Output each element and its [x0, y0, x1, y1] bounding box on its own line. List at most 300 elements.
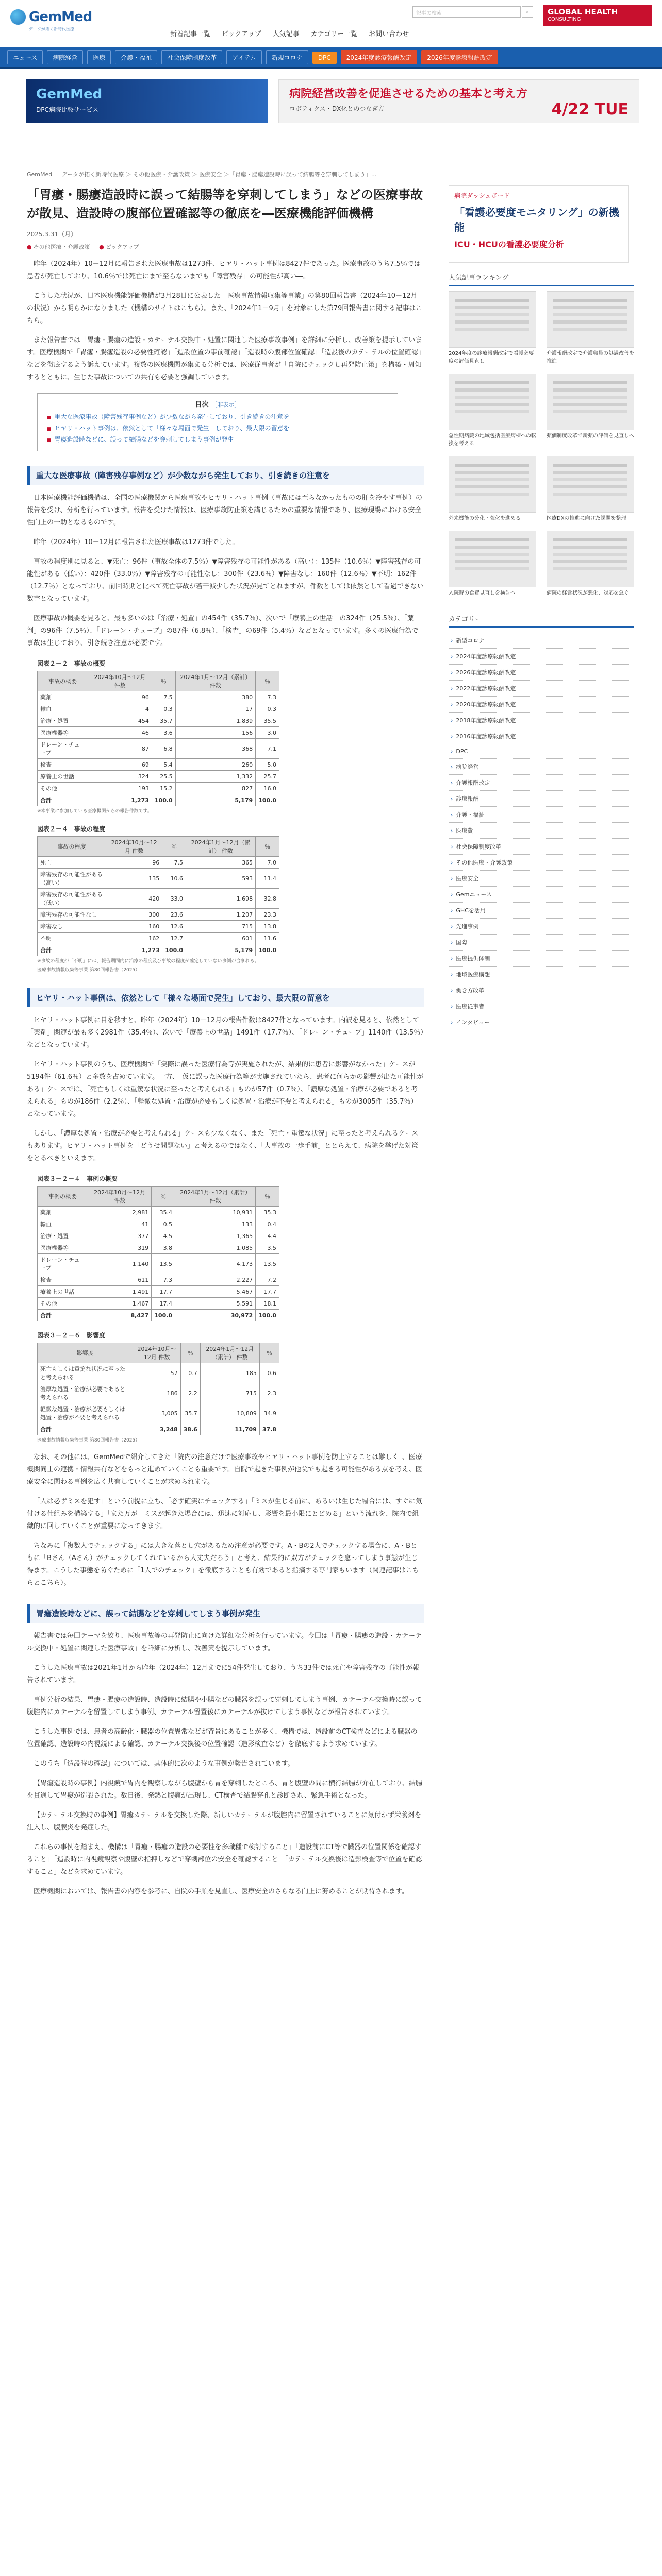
category-link[interactable]: › 医療提供体制: [449, 951, 634, 967]
table-cell: 7.5: [162, 857, 186, 869]
paragraph: 報告書では毎回テーマを絞り、医療事故等の再発防止に向けた詳細な分析を行っています。今回は「胃瘻・腸瘻の造設・カテーテル交換中・処置に関連した医療事故」を詳細に分析し、改善策を提示しています。: [27, 1632, 422, 1652]
category-link[interactable]: › 診療報酬: [449, 791, 634, 807]
table-header-cell: ％: [256, 837, 279, 857]
table-cell: 193: [88, 783, 152, 794]
table-cell: 160: [106, 921, 162, 933]
table-header-cell: 2024年1月～12月（累計） 件数: [200, 1343, 259, 1363]
table-cell: 17.7: [256, 1286, 279, 1298]
table-row: [38, 1363, 279, 1383]
table-cell: 377: [88, 1230, 151, 1242]
ranking-caption: 薬価制度改革で新薬の評価を見直しへ: [547, 433, 634, 439]
category-tab[interactable]: 2026年度診療報酬改定: [421, 50, 498, 64]
paragraph: 【胃瘻造設時の事例】内視鏡で胃内を観察しながら腹壁から胃を穿刺したところ、胃と腹壁の間に横行結腸が介在しており、結腸を貫通して胃瘻が造設された。数日後、発熱と腹痛が出現し、CT検査で結腸穿孔と診断され、緊急手術となった。: [27, 1780, 423, 1800]
table-header-cell: 2024年1月～12月（累計） 件数: [186, 837, 256, 857]
table-header-row: [38, 837, 279, 857]
table-row: [38, 933, 279, 944]
table-cell: 12.6: [162, 921, 186, 933]
category-link[interactable]: › 働き方改革: [449, 982, 634, 998]
table-row: [38, 1254, 279, 1274]
ranking-item[interactable]: [547, 374, 634, 448]
table-cell: 827: [175, 783, 255, 794]
table-row: [38, 1286, 279, 1298]
table-cell: 715: [186, 921, 256, 933]
category-link[interactable]: › 2024年度診療報酬改定: [449, 649, 634, 665]
table-cell: 185: [200, 1363, 259, 1383]
table-cell: 検査: [38, 1274, 88, 1286]
toc-item[interactable]: ■ 重大な医療事故（障害残存事例など）が少数ながら発生しており、引き続きの注意を: [47, 412, 388, 423]
ranking-caption: 入院時の食費見直しを検討へ: [449, 590, 516, 596]
table-row: [38, 771, 279, 783]
table-note: ※事故の程度が「不明」には、報告期間内に治療の程度及び事故の程度が確定していない事例が含まれる。: [37, 959, 259, 964]
table-cell: ドレーン・チューブ: [38, 1254, 88, 1274]
nav-item[interactable]: 人気記事: [272, 30, 300, 38]
sidebar: [449, 185, 634, 1030]
category-link[interactable]: › 病院経営: [449, 759, 634, 775]
category-link[interactable]: › Gemニュース: [449, 887, 634, 903]
table-cell: 37.8: [259, 1423, 279, 1435]
table-cell: 輸血: [38, 1218, 88, 1230]
table-cell: 601: [186, 933, 256, 944]
table-cell: 17.4: [152, 1298, 175, 1310]
table-cell: 死亡: [38, 857, 106, 869]
table-cell: 合計: [38, 944, 106, 956]
category-tab[interactable]: 2024年度診療報酬改定: [341, 50, 418, 64]
table-title: 図表３－２－４ 事例の概要: [37, 1175, 118, 1182]
table-cell: 療養上の世話: [38, 1286, 88, 1298]
table-cell: 治療・処置: [38, 1230, 88, 1242]
ranking-item[interactable]: [547, 456, 634, 522]
search-input[interactable]: 記事の検索: [412, 6, 521, 18]
category-link[interactable]: › 介護報酬改定: [449, 775, 634, 791]
table-cell: 1,365: [175, 1230, 256, 1242]
ranking-thumbnail: [547, 374, 634, 430]
table-cell: 2.3: [259, 1383, 279, 1403]
table-cell: 35.5: [256, 715, 279, 727]
table-cell: 3.8: [152, 1242, 175, 1254]
paragraph: 【カテーテル交換時の事例】胃瘻カテーテルを交換した際、新しいカテーテルが腹腔内に留置されていることに気付かず栄養剤を注入し、腹膜炎を発症した。: [27, 1811, 422, 1832]
table-cell: 5,467: [175, 1286, 256, 1298]
table-row: [38, 794, 279, 806]
table-cell: 0.5: [152, 1218, 175, 1230]
table-cell: 障害残存の可能性なし: [38, 909, 106, 921]
nav-item[interactable]: お問い合わせ: [369, 30, 409, 38]
table-row: [38, 857, 279, 869]
ranking-item[interactable]: [547, 291, 634, 365]
table-cell: 11,709: [200, 1423, 259, 1435]
breadcrumb[interactable]: GemMed ｜ データが拓く新時代医療 ＞ その他医療・介護政策 ＞ 医療安全 ＞「胃瘻・腸瘻造設時に誤って結腸等を穿刺してしまう」…: [27, 171, 377, 178]
category-link[interactable]: › 国際: [449, 935, 634, 951]
table-cell: 4: [88, 703, 152, 715]
table-cell: 35.4: [152, 1207, 175, 1218]
table-row: [38, 1242, 279, 1254]
nav-item[interactable]: ピックアップ: [222, 30, 261, 38]
table-cell: 5.0: [256, 759, 279, 771]
table-cell: 合計: [38, 1310, 88, 1321]
paragraph: 医療機関においては、報告書の内容を参考に、自院の手順を見直し、医療安全のさらなる向上に努めることが期待されます。: [34, 1888, 408, 1895]
paragraph: こうした状況が、日本医療機能評価機構が3月28日に公表した「医療事故情報収集等事業」の第80回報告書（2024年10－12月の状況）から明らかになりました（機構のサイトはこちら）。また、「2024年1－9月」を対象にした第79回報告書に関する記事はこちら。: [27, 292, 423, 325]
table-row: [38, 1298, 279, 1310]
table-cell: 17.7: [152, 1286, 175, 1298]
table-cell: 162: [106, 933, 162, 944]
table-cell: 薬剤: [38, 1207, 88, 1218]
table-cell: 0.6: [259, 1363, 279, 1383]
table-cell: 324: [88, 771, 152, 783]
table-row: [38, 909, 279, 921]
accident-summary-table: [37, 671, 279, 806]
table-cell: 96: [88, 691, 152, 703]
table-cell: 5,179: [186, 944, 256, 956]
table-cell: 15.2: [152, 783, 175, 794]
category-nav: [0, 47, 662, 69]
category-link[interactable]: › 先進事例: [449, 919, 634, 935]
category-link[interactable]: › インタビュー: [449, 1014, 634, 1030]
ranking-caption: 医療DXの推進に向けた課題を整理: [547, 516, 626, 521]
table-cell: 1,085: [175, 1242, 256, 1254]
paragraph: これらの事例を踏まえ、機構は「胃瘻・腸瘻の造設の必要性を多職種で検討すること」「造設前にCT等で臓器の位置関係を確認すること」「造設時に内視鏡観察や腹壁の指押しなどで穿刺部位の安全を確認すること」「カテーテル交換後は造影検査等で位置を確認すること」などを求めています。: [27, 1843, 422, 1876]
ranking-caption: 外来機能の分化・強化を進める: [449, 516, 521, 521]
table-row: [38, 944, 279, 956]
category-heading: カテゴリー: [449, 614, 634, 628]
table-header-cell: ％: [162, 837, 186, 857]
table-cell: 25.7: [256, 771, 279, 783]
table-cell: 35.7: [180, 1403, 200, 1423]
table-cell: 0.3: [256, 703, 279, 715]
table-cell: 10.6: [162, 869, 186, 889]
category-tab[interactable]: 介護・福祉: [115, 50, 157, 64]
paragraph: このうち「造設時の確認」については、具体的に次のような事例が報告されています。: [34, 1760, 294, 1768]
table-cell: 100.0: [256, 794, 279, 806]
ranking-thumbnail: [449, 374, 536, 430]
table-row: [38, 1207, 279, 1218]
table-cell: その他: [38, 1298, 88, 1310]
table-cell: 5,179: [175, 794, 255, 806]
section-heading: 重大な医療事故（障害残存事例など）が少数ながら発生しており、引き続きの注意を: [27, 466, 424, 485]
section-heading: ヒヤリ・ハット事例は、依然として「様々な場面で発生」しており、最大限の留意を: [27, 988, 424, 1007]
table-cell: 368: [175, 739, 255, 759]
ranking-thumbnail: [449, 291, 536, 348]
table-cell: 41: [88, 1218, 151, 1230]
table-header-cell: 事故の概要: [38, 671, 88, 691]
table-cell: 69: [88, 759, 152, 771]
table-cell: 100.0: [256, 1310, 279, 1321]
site-header: [0, 0, 662, 47]
toc-item[interactable]: ■ ヒヤリ・ハット事例は、依然として「様々な場面で発生」しており、最大限の留意を: [47, 423, 388, 434]
table-cell: 100.0: [162, 944, 186, 956]
category-tab[interactable]: DPC: [312, 52, 337, 64]
paragraph: 日本医療機能評価機構は、全国の医療機関から医療事故やヒヤリ・ハット事例（事故には至らなかったものの肝を冷やす事例）の報告を受け、分析を行っています。報告を受けた情報は、医療事故防止策を講じるための重要な情報であり、医療現場における安全性向上の一助となるものです。: [27, 494, 423, 527]
category-link[interactable]: › 2020年度診療報酬改定: [449, 697, 634, 713]
category-link[interactable]: › 地域医療構想: [449, 967, 634, 982]
table-cell: 軽微な処置・治療が必要もしくは処置・治療が不要と考えられる: [38, 1403, 133, 1423]
ranking-item[interactable]: [547, 531, 634, 597]
table-cell: 57: [133, 1363, 180, 1383]
section-heading: 胃瘻造設時などに、誤って結腸などを穿刺してしまう事例が発生: [27, 1604, 424, 1623]
category-tab[interactable]: 社会保障制度改革: [161, 50, 222, 64]
tag-icon: ●: [27, 244, 32, 250]
category-link[interactable]: › GHCを活用: [449, 903, 634, 919]
table-cell: 454: [88, 715, 152, 727]
table-cell: 156: [175, 727, 255, 739]
table-row: [38, 1230, 279, 1242]
category-link[interactable]: › 医療安全: [449, 871, 634, 887]
table-cell: 30,972: [175, 1310, 256, 1321]
table-header-cell: 事例の概要: [38, 1187, 88, 1207]
table-cell: 3.6: [152, 727, 175, 739]
table-cell: 障害なし: [38, 921, 106, 933]
ranking-heading: 人気記事ランキング: [449, 272, 634, 286]
table-cell: 100.0: [256, 944, 279, 956]
paragraph: こうした医療事故は2021年1月から昨年（2024年）12月までに54件発生しており、うち33件では死亡や障害残存の可能性が報告されています。: [27, 1664, 420, 1684]
table-row: [38, 889, 279, 909]
toc-toggle[interactable]: ［非表示］: [211, 401, 240, 408]
category-link[interactable]: › その他医療・介護政策: [449, 855, 634, 871]
search-icon[interactable]: ⌕: [522, 6, 533, 18]
paragraph: また報告書では「胃瘻・腸瘻の造設・カテーテル交換中・処置に関連した医療事故事例」を詳細に分析し、改善策を提示しています。医療機関で「胃瘻・腸瘻造設の必要性確認」「造設位置の事前確認」「造設時の腹部位置確認」「造設後のカテーテルの位置確認」などを徹底するよう訴えています。複数の医療機関が集まる分析では、医療従事者が「自院にチェックし再発防止策」を構築・周知するとともに、生じた事故についての共有も必要と強調しています。: [27, 336, 422, 381]
category-link[interactable]: › 2016年度診療報酬改定: [449, 728, 634, 744]
category-link[interactable]: › DPC: [449, 744, 634, 759]
table-cell: 0.3: [152, 703, 175, 715]
table-cell: 7.0: [256, 857, 279, 869]
table-cell: 35.7: [152, 715, 175, 727]
table-cell: 死亡もしくは重篤な状況に至ったと考えられる: [38, 1363, 133, 1383]
table-cell: 4,173: [175, 1254, 256, 1274]
ranking-caption: 2024年度の診療報酬改定で看護必要度の評価見直し: [449, 351, 534, 364]
table-cell: 8,427: [88, 1310, 151, 1321]
table-cell: 5.4: [152, 759, 175, 771]
ad-banners: [0, 69, 662, 136]
table-header-cell: ％: [256, 671, 279, 691]
category-link[interactable]: › 2022年度診療報酬改定: [449, 681, 634, 697]
accident-severity-table: [37, 836, 279, 956]
table-header-cell: 影響度: [38, 1343, 133, 1363]
ranking-thumbnail: [547, 531, 634, 587]
paragraph: こうした事例では、患者の高齢化・臓器の位置異常などが背景にあることが多く、機構では、造設前のCT検査などによる臓器の位置確認、造設時の内視鏡による確認、カテーテル交換後の位置確認（造影検査など）を徹底するよう求めています。: [27, 1728, 418, 1748]
article-tags: [27, 243, 424, 251]
table-cell: 100.0: [152, 794, 175, 806]
category-link[interactable]: › 2026年度診療報酬改定: [449, 665, 634, 681]
table-cell: 0.7: [180, 1363, 200, 1383]
table-cell: 1,839: [175, 715, 255, 727]
table-cell: 1,273: [106, 944, 162, 956]
table-cell: 13.5: [152, 1254, 175, 1274]
table-cell: 1,140: [88, 1254, 151, 1274]
table-cell: 医療機器等: [38, 1242, 88, 1254]
table-header-cell: 2024年10月～12月 件数: [133, 1343, 180, 1363]
category-link[interactable]: › 医療従事者: [449, 998, 634, 1014]
table-cell: 365: [186, 857, 256, 869]
table-cell: 濃厚な処置・治療が必要であると考えられる: [38, 1383, 133, 1403]
category-tab[interactable]: 新規コロナ: [266, 50, 308, 64]
table-cell: 3,248: [133, 1423, 180, 1435]
table-row: [38, 869, 279, 889]
table-cell: 18.1: [256, 1298, 279, 1310]
table-header-cell: ％: [259, 1343, 279, 1363]
table-cell: 障害残存の可能性がある（高い）: [38, 869, 106, 889]
paragraph: ヒヤリ・ハット事例に目を移すと、昨年（2024年）10－12月の報告件数は8427件となっています。内訳を見ると、依然として「薬剤」関連が最も多く2981件（35.4％）、次いで「療養上の世話」1491件（17.7％）、「ドレーン・チューブ」1140件（13.5％）などとなっています。: [27, 1016, 424, 1049]
table-cell: 23.6: [162, 909, 186, 921]
table-title: 図表３－２－６ 影響度: [37, 1332, 106, 1339]
dashboard-banner[interactable]: 病院ダッシュボード 「看護必要度モニタリング」の新機能 ICU・HCUの看護必要度分析: [449, 185, 629, 263]
table-cell: 2.2: [180, 1383, 200, 1403]
table-cell: 133: [175, 1218, 256, 1230]
tag-link[interactable]: ● その他医療・介護政策: [27, 244, 90, 250]
table-title: 図表２－４ 事故の程度: [37, 825, 106, 833]
table-of-contents: 目次 ［非表示］ ■ 重大な医療事故（障害残存事例など）が少数ながら発生しており、引き続きの注意を ■ ヒヤリ・ハット事例は、依然として「様々な場面で発生」しており、最大限の留意を ■ 胃瘻造設時などに、誤って結腸などを穿刺してしまう事例が発生: [37, 393, 398, 451]
category-tab[interactable]: 病院経営: [47, 50, 83, 64]
table-header-row: [38, 1187, 279, 1207]
table-cell: 33.0: [162, 889, 186, 909]
paragraph: ちなみに「複数人でチェックする」には大きな落とし穴があるため注意が必要です。A・Bの2人でチェックする場合に、A・Bともに「Bさん（Aさん）がチェックしてくれているから大丈夫だろう」と考え、結果的に双方がチェックを怠ってしまう事態が生じ得ます。こうした事態を防ぐために「1人でのチェック」を徹底することも有効であると指摘する専門家もいます（関連記事はこちらとこちら）。: [27, 1542, 419, 1587]
table-header-cell: ％: [152, 671, 175, 691]
table-cell: 3.5: [256, 1242, 279, 1254]
table-cell: 2,981: [88, 1207, 151, 1218]
table-cell: 13.8: [256, 921, 279, 933]
table-cell: 合計: [38, 794, 88, 806]
category-list: [449, 633, 634, 1030]
table-row: [38, 1218, 279, 1230]
ranking-thumbnail: [547, 456, 634, 513]
table-cell: 46: [88, 727, 152, 739]
table-row: [38, 759, 279, 771]
tag-icon: ●: [99, 244, 104, 250]
table-row: [38, 715, 279, 727]
table-cell: 1,332: [175, 771, 255, 783]
table-header-cell: ％: [180, 1343, 200, 1363]
table-cell: 611: [88, 1274, 151, 1286]
paragraph: 医療事故の概要を見ると、最も多いのは「治療・処置」の454件（35.7％）、次いで「療養上の世話」の324件（25.5％）、「薬剤」の96件（7.5％）、「ドレーン・チューブ」の87件（6.8％）、「検査」の69件（5.4％）などとなっています。多くの医療行為で事故は生じており、引き続き注意が必要です。: [27, 615, 419, 647]
table-title: 図表２－２ 事故の概要: [37, 660, 106, 667]
tag-link[interactable]: ● ピックアップ: [99, 244, 139, 250]
table-cell: 医療機器等: [38, 727, 88, 739]
paragraph: しかし、「濃厚な処置・治療が必要と考えられる」ケースも少なくなく、また「死亡・重篤な状況」に至ったと考えられるケースもあります。ヒヤリ・ハット事例を「どうせ問題ない」と考えるのではなく、「大事故の一歩手前」ととらえて、病院を挙げた対策をとるべきといえます。: [27, 1130, 418, 1162]
ranking-caption: 急性期病院の地域包括医療病棟への転換を考える: [449, 433, 536, 447]
ranking-item[interactable]: [449, 374, 536, 448]
table-row: [38, 1383, 279, 1403]
table-source: 医療事故情報収集等事業 第80回報告書（2025）: [37, 968, 140, 973]
dpc-banner[interactable]: GemMed DPC病院比較サービス: [26, 79, 268, 123]
ranking-item[interactable]: [449, 531, 536, 597]
table-cell: 4.4: [256, 1230, 279, 1242]
ranking-caption: 介護報酬改定で介護職員の処遇改善を推進: [547, 351, 634, 364]
category-tab[interactable]: ニュース: [7, 50, 43, 64]
nav-item[interactable]: カテゴリー一覧: [310, 30, 358, 38]
near-miss-summary-table: [37, 1186, 279, 1321]
ranking-item[interactable]: [449, 456, 536, 522]
table-cell: 4.5: [152, 1230, 175, 1242]
table-cell: 17: [175, 703, 255, 715]
table-note: ※本事業に参加している医療機関からの報告件数です。: [37, 809, 152, 814]
table-cell: 1,207: [186, 909, 256, 921]
table-cell: 420: [106, 889, 162, 909]
category-tab[interactable]: 医療: [87, 50, 111, 64]
paragraph: 昨年（2024年）10－12月に報告された医療事故は1273件でした。: [34, 538, 239, 546]
table-cell: 380: [175, 691, 255, 703]
category-link[interactable]: › 新型コロナ: [449, 633, 634, 649]
article: [27, 185, 424, 1898]
category-link[interactable]: › 介護・福祉: [449, 807, 634, 823]
paragraph: 昨年（2024年）10－12月に報告された医療事故は1273件、ヒヤリ・ハット事例は8427件であった。医療事故のうち7.5％では患者が死亡しており、10.6％では死亡にまで至らないまでも「障害残存」の可能性が高い―。: [27, 260, 421, 280]
table-cell: 薬剤: [38, 691, 88, 703]
table-cell: 7.5: [152, 691, 175, 703]
table-cell: 5,591: [175, 1298, 256, 1310]
table-cell: 96: [106, 857, 162, 869]
table-source: 医療事故情報収集等事業 第80回報告書（2025）: [37, 1438, 140, 1443]
table-row: [38, 691, 279, 703]
table-row: [38, 703, 279, 715]
category-tab[interactable]: アイテム: [226, 50, 261, 64]
table-header-cell: ％: [256, 1187, 279, 1207]
table-cell: 11.4: [256, 869, 279, 889]
table-cell: 不明: [38, 933, 106, 944]
table-cell: 1,273: [88, 794, 152, 806]
table-header-cell: ％: [152, 1187, 175, 1207]
table-header-cell: 2024年10月～12月 件数: [88, 1187, 151, 1207]
table-cell: 7.1: [256, 739, 279, 759]
table-cell: 260: [175, 759, 255, 771]
table-cell: 7.3: [152, 1274, 175, 1286]
table-cell: 23.3: [256, 909, 279, 921]
ranking-list: [449, 291, 634, 605]
table-cell: 1,698: [186, 889, 256, 909]
table-cell: 100.0: [152, 1310, 175, 1321]
ranking-item[interactable]: [449, 291, 536, 365]
table-header-cell: 2024年1月～12月（累計） 件数: [175, 1187, 256, 1207]
ranking-thumbnail: [449, 531, 536, 587]
table-cell: 11.6: [256, 933, 279, 944]
table-cell: 治療・処置: [38, 715, 88, 727]
table-header-cell: 2024年1月～12月（累計） 件数: [175, 671, 255, 691]
table-cell: 療養上の世話: [38, 771, 88, 783]
paragraph: 事例分析の結果、胃瘻・腸瘻の造設時、造設時に結腸や小腸などの臓器を誤って穿刺してしまう事例、カテーテル交換時に誤って腹腔内にカテーテルを留置してしまう事例、カテーテル留置後にカテーテルが抜けてしまう事例などが報告されています。: [27, 1696, 422, 1716]
global-nav: [170, 28, 420, 38]
table-cell: 16.0: [256, 783, 279, 794]
table-cell: 6.8: [152, 739, 175, 759]
table-header-cell: 2024年10月～12月 件数: [88, 671, 152, 691]
table-cell: 715: [200, 1383, 259, 1403]
category-link[interactable]: › 社会保障制度改革: [449, 839, 634, 855]
table-cell: 3,005: [133, 1403, 180, 1423]
table-header-row: [38, 1343, 279, 1363]
table-cell: その他: [38, 783, 88, 794]
paragraph: ヒヤリ・ハット事例のうち、医療機関で「実際に誤った医療行為等が実施されたが、結果的に患者に影響がなかった」ケースが5194件（61.6％）と多数を占めています。一方、「仮に誤った医療行為等が実施されていたら、患者に何らかの影響が出た可能性がある」ケースでは、「死亡もしくは重篤な状況に至ったと考えられる」ものが57件（0.7％）、「濃厚な処置・治療が必要であると考えられる」ものが186件（2.2％）、「軽微な処置・治療が必要もしくは処置・治療が不要と考えられる」ものが3005件（35.7％）となっています。: [27, 1061, 424, 1118]
table-cell: 87: [88, 739, 152, 759]
table-row: [38, 783, 279, 794]
table-cell: 輸血: [38, 703, 88, 715]
table-header-cell: 事故の程度: [38, 837, 106, 857]
table-cell: 1,467: [88, 1298, 151, 1310]
ranking-thumbnail: [547, 291, 634, 348]
article-date: 2025.3.31（月）: [27, 231, 77, 238]
toc-item[interactable]: ■ 胃瘻造設時などに、誤って結腸などを穿刺してしまう事例が発生: [47, 434, 388, 446]
table-cell: 7.3: [256, 691, 279, 703]
table-row: [38, 1310, 279, 1321]
table-cell: 319: [88, 1242, 151, 1254]
category-link[interactable]: › 2018年度診療報酬改定: [449, 713, 634, 728]
near-miss-impact-table: [37, 1343, 279, 1435]
table-cell: 32.8: [256, 889, 279, 909]
nav-item[interactable]: 新着記事一覧: [170, 30, 211, 38]
table-cell: 2,227: [175, 1274, 256, 1286]
table-row: [38, 1403, 279, 1423]
site-logo[interactable]: GemMed データが拓く新時代医療: [10, 9, 92, 25]
table-cell: 合計: [38, 1423, 133, 1435]
category-link[interactable]: › 医療費: [449, 823, 634, 839]
table-cell: 300: [106, 909, 162, 921]
seminar-banner[interactable]: 病院経営改善を促進させるための基本と考え方 ロボティクス・DX化とのつなぎ方 4/22 TUE: [278, 79, 639, 123]
table-cell: 593: [186, 869, 256, 889]
paragraph: 事故の程度別に見ると、▼死亡：96件（事故全体の7.5％）▼障害残存の可能性がある（高い）：135件（10.6％）▼障害残存の可能性がある（低い）：420件（33.0％）▼障害残存の可能性なし：300件（23.6％）▼障害なし：160件（12.6％）▼不明：162件（12.7％）となっており、前回時期と比べて死亡事故が若干減少した状況が見てとれますが、件数としては依然として看過できない数字となっています。: [27, 558, 424, 603]
global-health-banner[interactable]: GLOBAL HEALTH CONSULTING: [543, 5, 652, 26]
